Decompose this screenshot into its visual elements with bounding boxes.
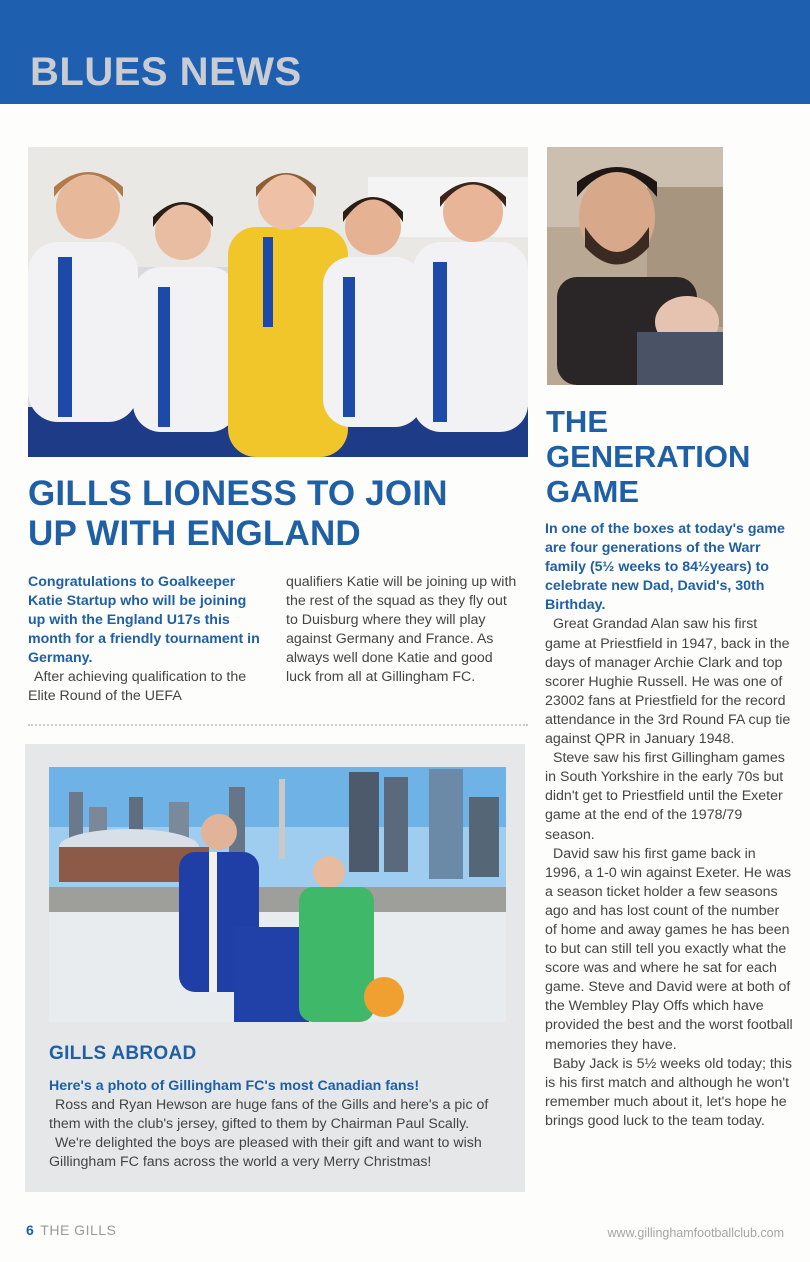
main-story-right-column bbox=[286, 573, 521, 687]
generation-game-title bbox=[546, 404, 796, 509]
publication-name: THE GILLS bbox=[40, 1222, 117, 1238]
generation-para4: Baby Jack is 5½ weeks old today; this is his first match and although he won't remember much about it, let's hope he brings good luck to the team today. bbox=[545, 1055, 792, 1129]
main-story-body-right: qualifiers Katie will be joining up with the rest of the squad as they fly out to Duisburg where they will play against Germany and France. As always well done Katie and good luck from all at Gillingham FC. bbox=[286, 574, 517, 685]
generation-para2: Steve saw his first Gillingham games in South Yorkshire in the early 70s but didn't get to Priestfield until the Exeter game at the end of the 1978/79 season. bbox=[545, 750, 785, 843]
gills-abroad-body bbox=[49, 1096, 519, 1172]
page-number: 6 bbox=[26, 1222, 35, 1238]
generation-title-line1: THE bbox=[546, 404, 608, 439]
footer-publication bbox=[26, 1222, 116, 1238]
main-headline-line1: GILLS LIONESS TO JOIN bbox=[28, 474, 448, 513]
section-divider bbox=[28, 724, 528, 726]
generation-title-line3: GAME bbox=[546, 474, 639, 509]
main-story-left-column bbox=[28, 573, 266, 706]
canada-fans-photo bbox=[49, 767, 506, 1022]
gills-abroad-title: GILLS ABROAD bbox=[49, 1043, 197, 1064]
generation-photo bbox=[547, 147, 723, 385]
main-headline-line2: UP WITH ENGLAND bbox=[28, 514, 361, 553]
generation-game-column bbox=[545, 520, 795, 1131]
generation-para1: Great Grandad Alan saw his first game at Priestfield in 1947, back in the days of manager Archie Clark and top scorer Hughie Russell. He was one of 23002 fans at Priestfield for the record attendance in the 3rd Round FA cup tie against QPR in January 1948. bbox=[545, 616, 791, 748]
main-headline bbox=[28, 474, 508, 554]
footer-website: www.gillinghamfootballclub.com bbox=[607, 1226, 784, 1240]
gills-abroad-lede: Here's a photo of Gillingham FC's most Canadian fans! bbox=[49, 1078, 420, 1094]
main-story-lede: Congratulations to Goalkeeper Katie Startup who will be joining up with the England U17s this month for a friendly tournament in Germany. bbox=[28, 574, 260, 666]
gills-abroad-para1: Ross and Ryan Hewson are huge fans of the Gills and here's a pic of them with the club's jersey, gifted to them by Chairman Paul Scally. bbox=[49, 1097, 489, 1132]
gills-abroad-para2: We're delighted the boys are pleased with their gift and want to wish Gillingham FC fans across the world a very Merry Christmas! bbox=[49, 1135, 482, 1170]
generation-lede: In one of the boxes at today's game are four generations of the Warr family (5½ weeks to 84½years) to celebrate new Dad, David's, 30th Birthday. bbox=[545, 521, 785, 614]
section-title: BLUES NEWS bbox=[30, 50, 302, 94]
generation-title-line2: GENERATION bbox=[546, 439, 751, 474]
generation-para3: David saw his first game back in 1996, a 1-0 win against Exeter. He was a season ticket holder a few seasons ago and has lost count of the number of home and away games he has been to but can still tell you exactly what the score was and where he sat for each game. Steve and David were at both of the Wembley Play Offs which have provided the best and the worst football memories they have. bbox=[545, 845, 793, 1053]
u17-team-photo bbox=[28, 147, 528, 457]
main-story-body-left: After achieving qualification to the Elite Round of the UEFA bbox=[28, 669, 247, 704]
